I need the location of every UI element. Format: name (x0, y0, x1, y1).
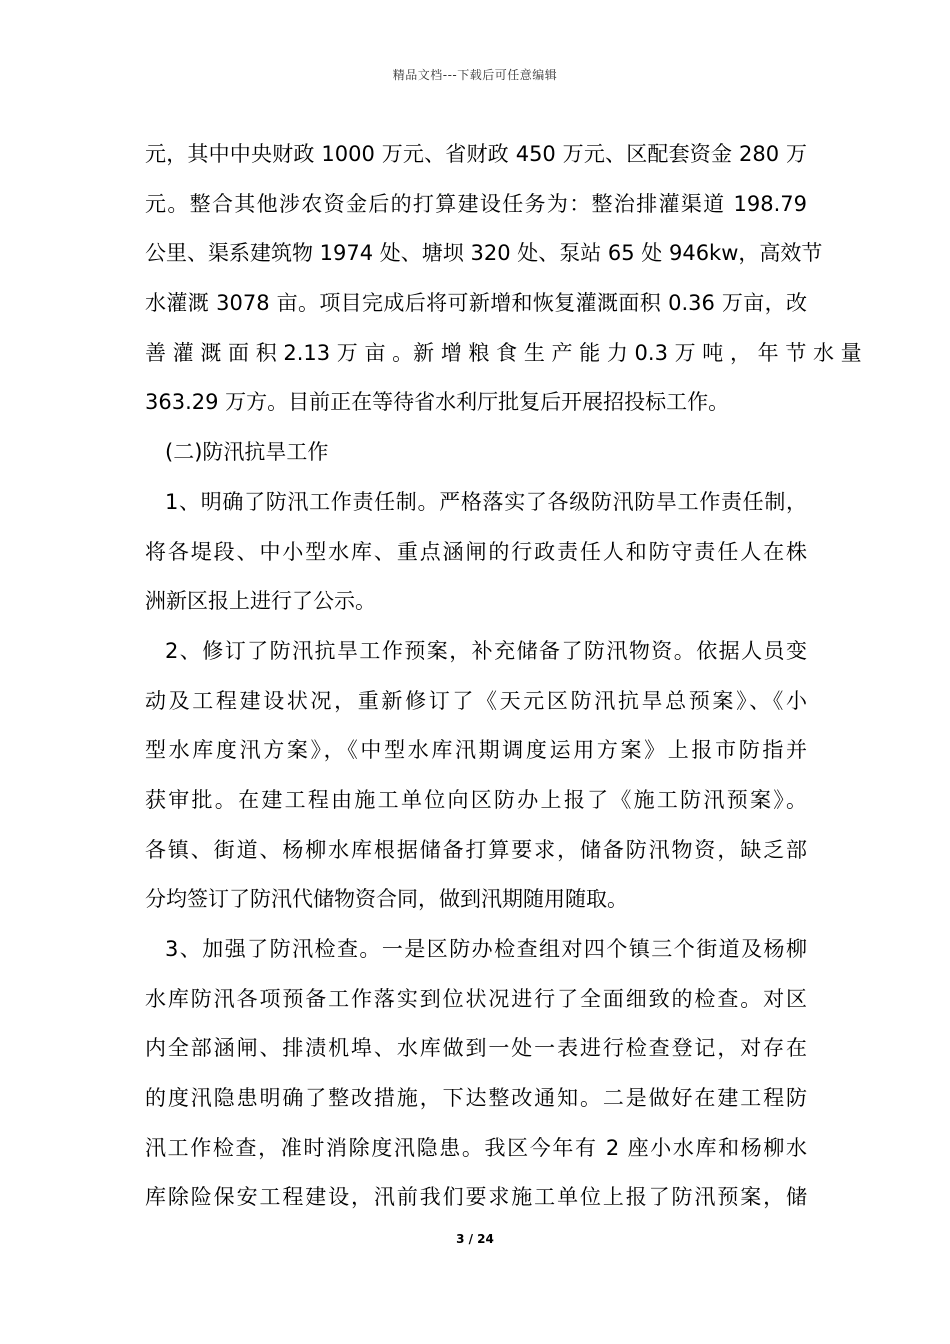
text-line: 的度汛隐患明确了整改措施，下达整改通知。二是做好在建工程防 (145, 1086, 807, 1111)
text-line: 水库防汛各项预备工作落实到位状况进行了全面细致的检查。对区 (145, 986, 807, 1011)
text-line: 内全部涵闸、排渍机埠、水库做到一处一表进行检查登记，对存在 (145, 1036, 807, 1061)
text-line: 各镇、街道、杨柳水库根据储备打算要求，储备防汛物资，缺乏部 (145, 837, 807, 862)
text-line: 库除险保安工程建设，汛前我们要求施工单位上报了防汛预案，储 (145, 1185, 807, 1210)
text-line: 获审批。在建工程由施工单位向区防办上报了《施工防汛预案》。 (145, 787, 807, 812)
text-line: 1、明确了防汛工作责任制。严格落实了各级防汛防旱工作责任制， (165, 489, 807, 514)
page-number: 3 / 24 (456, 1232, 494, 1246)
text-line: 汛工作检查，准时消除度汛隐患。我区今年有 2 座小水库和杨柳水 (145, 1135, 807, 1160)
text-line: 2、修订了防汛抗旱工作预案，补充储备了防汛物资。依据人员变 (165, 638, 807, 663)
text-line: 水灌溉 3078 亩。项目完成后将可新增和恢复灌溉面积 0.36 万亩，改 (145, 291, 807, 316)
page-header: 精品文档---下载后可任意编辑 (392, 68, 558, 82)
text-line: 元，其中中央财政 1000 万元、省财政 450 万元、区配套资金 280 万 (145, 142, 807, 166)
text-line: 善 灌 溉 面 积 2.13 万 亩 。新 增 粮 食 生 产 能 力 0.3 万 吨 ， 年 节 水 量 (145, 340, 862, 365)
text-line: 公里、渠系建筑物 1974 处、塘坝 320 处、泵站 65 处 946kw，高效节 (145, 241, 823, 266)
text-line: 分均签订了防汛代储物资合同，做到汛期随用随取。 (145, 887, 628, 912)
text-line: 动及工程建设状况，重新修订了《天元区防汛抗旱总预案》、《小 (145, 688, 807, 713)
text-line: 洲新区报上进行了公示。 (145, 589, 376, 614)
text-line: 将各堤段、中小型水库、重点涵闸的行政责任人和防守责任人在株 (145, 539, 807, 564)
section-heading: (二)防汛抗旱工作 (165, 440, 329, 465)
document-body (145, 130, 862, 1223)
text-line: 3、加强了防汛检查。一是区防办检查组对四个镇三个街道及杨柳 (165, 937, 807, 961)
text-line: 363.29 万方。目前正在等待省水利厅批复后开展招投标工作。 (145, 390, 730, 415)
text-line: 型水库度汛方案》，《中型水库汛期调度运用方案》上报市防指并 (145, 738, 807, 763)
text-line: 元。整合其他涉农资金后的打算建设任务为：整治排灌渠道 198.79 (145, 191, 807, 216)
